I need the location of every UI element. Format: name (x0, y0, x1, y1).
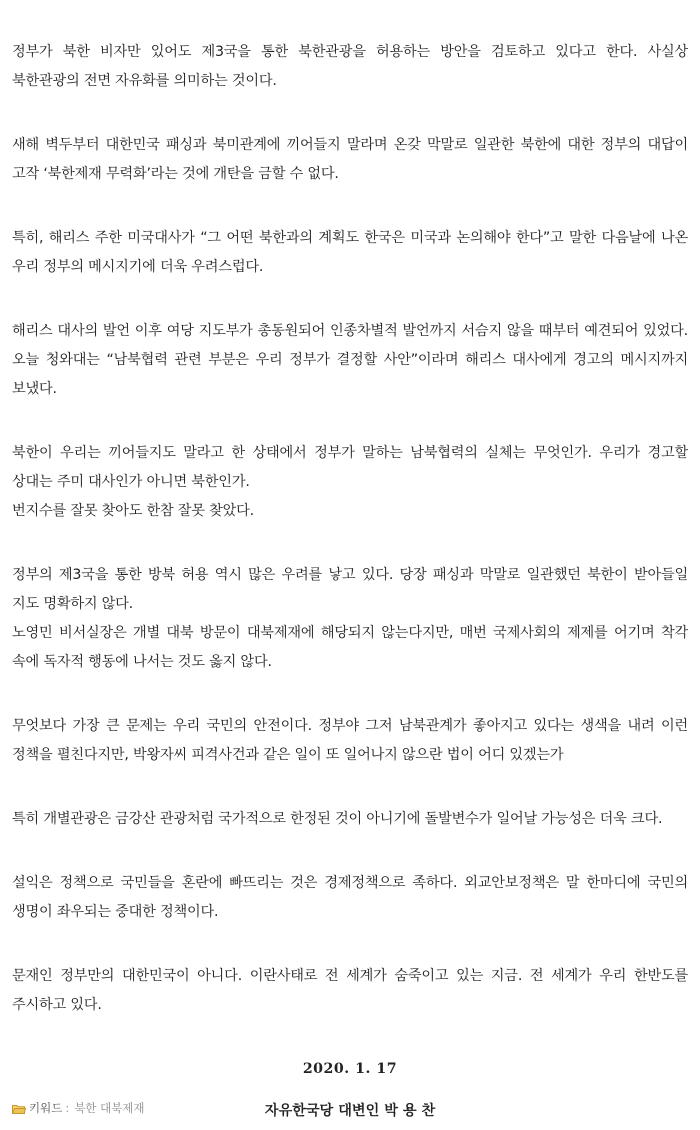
spokesperson-name: 자유한국당 대변인 박 용 찬 (264, 1103, 436, 1119)
paragraph-9 (12, 869, 688, 927)
paragraph-1 (12, 38, 688, 96)
paragraph-line: 특히, 해리스 주한 미국대사가 “그 어떤 북한과의 계획도 한국은 미국과 논의해야 한다”고 말한 다음날에 나온 우리 정부의 메시지기에 더욱 우려스럽다. (12, 230, 688, 275)
keyword-separator: : (65, 1101, 70, 1115)
paragraph-line: 문재인 정부만의 대한민국이 아니다. 이란사태로 전 세계가 숨죽이고 있는 지금. 전 세계가 우리 한반도를 주시하고 있다. (12, 968, 688, 1013)
paragraph-line: 노영민 비서실장은 개별 대북 방문이 대북제재에 해당되지 않는다지만, 매번 국제사회의 제제를 어기며 착각 속에 독자적 행동에 나서는 것도 옳지 않다. (12, 625, 688, 670)
keyword-bar (12, 1100, 145, 1116)
keyword-value[interactable]: 북한 대북제재 (74, 1101, 145, 1115)
paragraph-line: 해리스 대사의 발언 이후 여당 지도부가 총동원되어 인종차별적 발언까지 서슴지 않을 때부터 예견되어 있었다. 오늘 청와대는 “남북협력 관련 부분은 우리 정부가 결정할 사안”이라며 해리스 대사에게 경고의 메시지까지 보냈다. (12, 323, 688, 397)
release-date: 2020. 1. 17 (302, 1061, 398, 1077)
paragraph-5 (12, 439, 688, 526)
paragraph-line: 북한이 우리는 끼어들지도 말라고 한 상태에서 정부가 말하는 남북협력의 실체는 무엇인가. 우리가 경고할 상대는 주미 대사인가 아니면 북한인가. (12, 445, 688, 490)
paragraph-line: 정부가 북한 비자만 있어도 제3국을 통한 북한관광을 허용하는 방안을 검토하고 있다고 한다. 사실상 북한관광의 전면 자유화를 의미하는 것이다. (12, 44, 688, 89)
paragraph-line: 정부의 제3국을 통한 방북 허용 역시 많은 우려를 낳고 있다. 당장 패싱과 막말로 일관했던 북한이 받아들일 지도 명확하지 않다. (12, 567, 688, 612)
paragraph-2 (12, 131, 688, 189)
paragraph-10 (12, 962, 688, 1020)
paragraph-line: 설익은 정책으로 국민들을 혼란에 빠뜨리는 것은 경제정책으로 족하다. 외교안보정책은 말 한마디에 국민의 생명이 좌우되는 중대한 정책이다. (12, 875, 688, 920)
paragraph-4 (12, 317, 688, 404)
paragraph-line: 번지수를 잘못 찾아도 한참 잘못 찾았다. (12, 503, 254, 519)
keyword-label: 키워드 (29, 1101, 63, 1115)
paragraph-6 (12, 561, 688, 677)
paragraph-line: 무엇보다 가장 큰 문제는 우리 국민의 안전이다. 정부야 그저 남북관계가 좋아지고 있다는 생색을 내려 이런 정책을 펼친다지만, 박왕자씨 피격사건과 같은 일이 또 일어나지 않으란 법이 어디 있겠는가 (12, 718, 688, 763)
paragraph-line: 새해 벽두부터 대한민국 패싱과 북미관계에 끼어들지 말라며 온갖 막말로 일관한 북한에 대한 정부의 대답이 고작 ‘북한제재 무력화’라는 것에 개탄을 금할 수 없다. (12, 137, 688, 182)
paragraph-3 (12, 224, 688, 282)
paragraph-8 (12, 805, 688, 834)
paragraph-line: 특히 개별관광은 금강산 관광처럼 국가적으로 한정된 것이 아니기에 돌발변수가 일어날 가능성은 더욱 크다. (12, 811, 663, 827)
folder-icon (12, 1103, 26, 1113)
paragraph-7 (12, 712, 688, 770)
